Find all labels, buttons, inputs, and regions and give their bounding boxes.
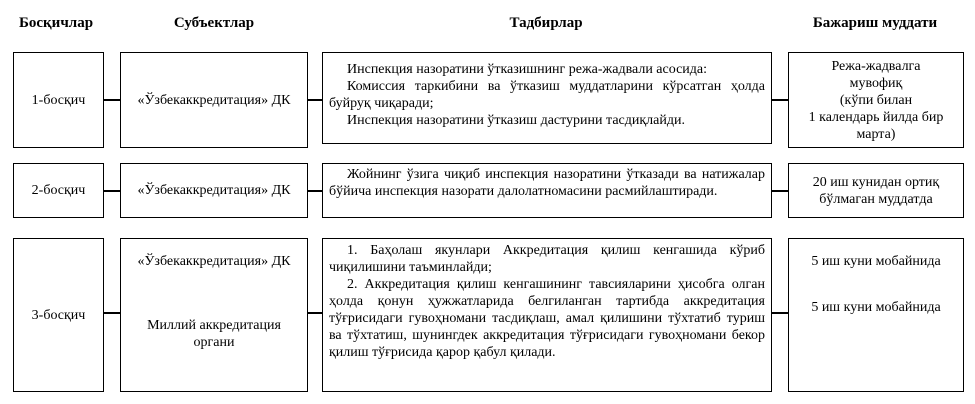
activities-2-box <box>322 163 772 218</box>
activity-2-1: Жойнинг ўзига чиқиб инспекция назоратини ўтказади ва натижалар бўйича инспекция назорати далолатномасини расмийлаштиради. <box>329 167 765 199</box>
connector-2c <box>772 190 788 192</box>
subject-2-box <box>120 163 308 218</box>
deadline-1-label: Режа-жадвалга мувофиқ (кўпи билан 1 календарь йилда бир марта) <box>808 58 944 142</box>
activity-3-2: 2. Аккредитация қилиш кенгашининг тавсияларини ҳисобга олган ҳолда қонун ҳужжатларида белгиланган тартибда аккредитация тўғрисидаги гувоҳномани тасдиқлаш, амал қилишини тўхтатиб туриш ва тўхтатиш, шунингдек аккредитация тўғрисидаги гувоҳномани бекор қилиш тўғрисида қарор қабул қилади. <box>329 277 765 360</box>
deadline-2-box <box>788 163 964 218</box>
connector-3a <box>104 312 120 314</box>
stage-1-label: 1-босқич <box>31 92 86 108</box>
connector-3c <box>772 312 788 314</box>
deadline-3-box <box>788 238 964 392</box>
activity-3-1: 1. Баҳолаш якунлари Аккредитация қилиш кенгашида кўриб чиқилишини таъминлайди; <box>329 243 765 275</box>
header-activities: Тадбирлар <box>509 15 583 31</box>
subject-3-label-2: Миллий аккредитация органи <box>147 318 281 350</box>
deadline-2-label: 20 иш кунидан ортиқ бўлмаган муддатда <box>812 174 940 207</box>
stage-3-box <box>13 238 104 392</box>
subject-1-label: «Ўзбекаккредитация» ДК <box>137 92 291 108</box>
stage-3-label: 3-босқич <box>31 307 86 323</box>
deadline-1-box <box>788 52 964 148</box>
stage-2-box <box>13 163 104 218</box>
header-stages: Босқичлар <box>18 15 94 31</box>
header-deadline: Бажариш муддати <box>812 15 938 31</box>
deadline-3-label-1: 5 иш куни мобайнида <box>811 254 941 269</box>
connector-2b <box>308 190 322 192</box>
subject-3-box <box>120 238 308 392</box>
activities-3-box <box>322 238 772 392</box>
subject-1-box <box>120 52 308 148</box>
activity-1-2: Комиссия таркибини ва ўтказиш муддатларини кўрсатган ҳолда буйруқ чиқаради; <box>329 79 765 111</box>
subject-3-label-1: «Ўзбекаккредитация» ДК <box>137 254 291 269</box>
activity-1-3: Инспекция назоратини ўтказиш дастурини тасдиқлайди. <box>347 113 685 128</box>
connector-1b <box>308 99 322 101</box>
connector-2a <box>104 190 120 192</box>
deadline-3-label-2: 5 иш куни мобайнида <box>811 300 941 315</box>
subject-2-label: «Ўзбекаккредитация» ДК <box>137 183 291 198</box>
header-subjects: Субъектлар <box>173 15 255 31</box>
connector-1a <box>104 99 120 101</box>
activity-1-1: Инспекция назоратини ўтказишнинг режа-жадвали асосида: <box>347 62 708 77</box>
activities-1-box <box>322 52 772 144</box>
connector-1c <box>772 99 788 101</box>
stage-1-box <box>13 52 104 148</box>
stage-2-label: 2-босқич <box>31 183 86 198</box>
connector-3b <box>308 312 322 314</box>
